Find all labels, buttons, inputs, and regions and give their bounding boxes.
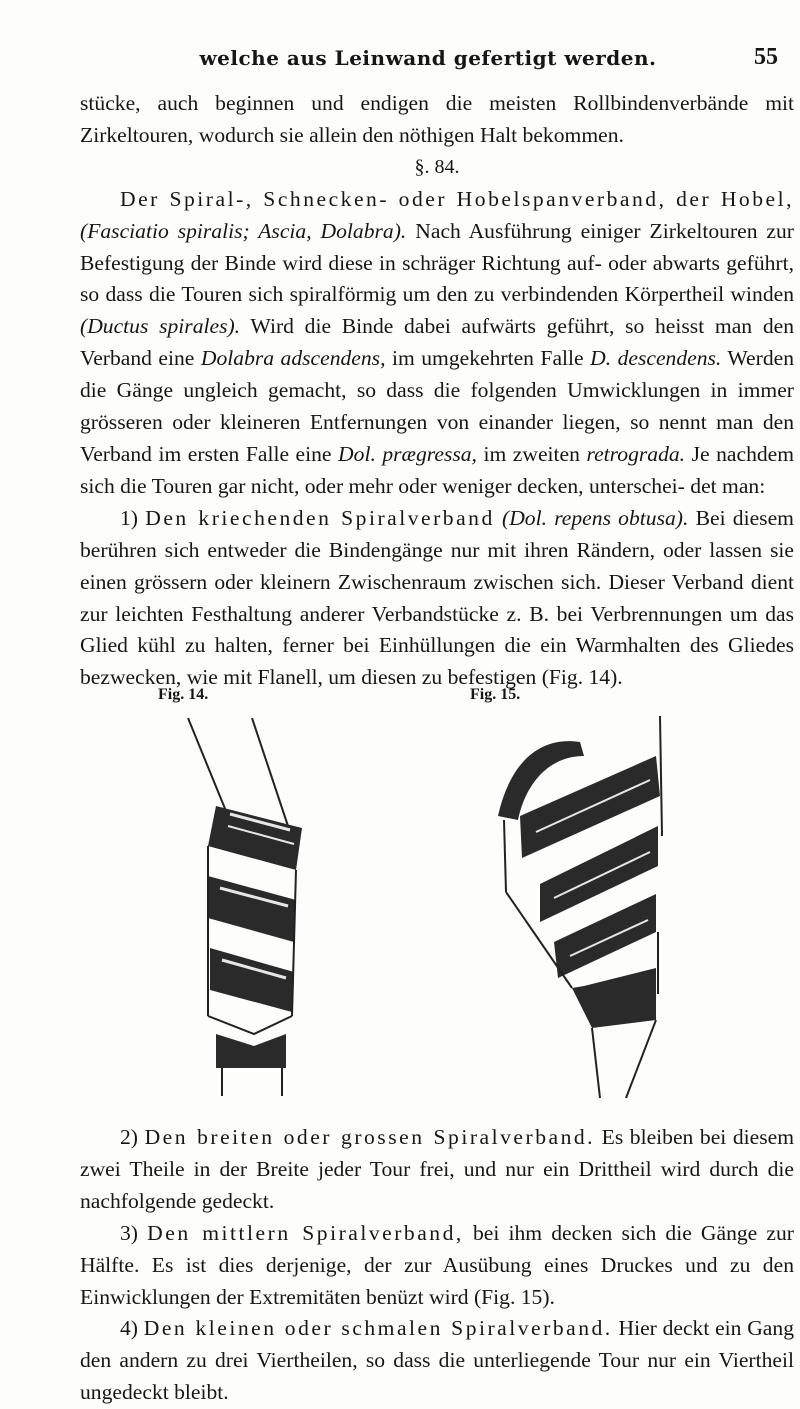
paragraph-small-spiral — [80, 1313, 794, 1409]
figure-15-label: Fig. 15. — [470, 686, 521, 703]
item-number: 3) — [120, 1220, 138, 1245]
text-span: Bei diesem berühren sich entweder die Bindengänge nur mit ihren Rändern, oder lassen sie einen grössern oder kleinern Zwischenraum zwischen sich. Dieser Verband dient zur leichten Festhaltung anderer Verbandstücke z. B. bei Verbrennungen um das Glied kühl zu halten, ferner bei Einhüllungen die ein Warmhalten des Gliedes bezwecken, wie mit Flanell, um diesen zu befestigen (Fig. 14). — [80, 505, 794, 690]
paragraph-spiral-bandage — [80, 184, 794, 503]
latin-term: retrograda. — [586, 441, 686, 466]
section-heading: §. 84. — [414, 155, 460, 178]
page-number: 55 — [754, 44, 778, 70]
figure-14-label: Fig. 14. — [158, 686, 209, 703]
text-span: Nach Ausführung einiger Zirkeltouren zur Befestigung der Binde wird diese in schräger Richtung auf- oder abwarts geführt, so dass die Touren sich spiralförmig um den zu verbindenden Körpertheil winden — [80, 218, 794, 307]
latin-term: (Dol. repens obtusa). — [502, 505, 689, 530]
figures-row — [80, 686, 794, 1106]
figure-15-limb-illustration — [480, 716, 690, 1101]
text-span: Es bleiben bei diesem zwei Theile in der Breite jeder Tour frei, und nur ein Drittheil wird durch die nachfolgende gedeckt. — [80, 1125, 794, 1213]
running-head — [80, 42, 798, 76]
text-span: Hier deckt ein Gang den andern zu drei Viertheilen, so dass die unterliegende Tour nur ein Viertheil ungedeckt bleibt. — [80, 1316, 794, 1405]
lower-text-block — [80, 1122, 794, 1409]
item-number: 1) — [120, 505, 138, 530]
text-span: im umgekehrten Falle — [391, 346, 584, 371]
paragraph-creeping-spiral — [80, 503, 794, 694]
text-span: Werden die Gänge ungleich gemacht, so dass die folgenden Umwicklungen in immer grösseren oder kleineren Entfernungen von einander liegen, so nennt man den Verband im ersten Falle eine — [80, 346, 795, 466]
item-number: 4) — [120, 1316, 138, 1341]
latin-term: (Fasciatio spiralis; Ascia, Dolabra). — [80, 218, 407, 243]
term-small-spiral: Den kleinen oder schmalen Spiralverband. — [143, 1316, 613, 1341]
item-number: 2) — [120, 1125, 138, 1149]
text-span: im zweiten — [483, 441, 580, 466]
running-title: welche aus Leinwand gefertigt werden. — [199, 46, 657, 70]
latin-term: Dol. prægressa, — [338, 441, 477, 466]
paragraph-broad-spiral — [80, 1122, 794, 1218]
paragraph-middle-spiral — [80, 1218, 794, 1314]
term-spiral-bandage: Der Spiral-, Schnecken- oder Hobelspanverband, der Hobel, — [120, 186, 794, 211]
text-span: bei ihm decken sich die Gänge zur Hälfte. Es ist dies derjenige, der zur Ausübung eines Druckes und zu den Einwicklungen der Extremitäten benüzt wird (Fig. 15). — [80, 1220, 794, 1309]
text-span: Je nachdem sich die Touren gar nicht, oder mehr oder weniger decken, unterschei- det man: — [80, 441, 795, 498]
upper-text-block — [80, 88, 794, 694]
term-creeping-spiral: Den kriechenden Spiralverband — [145, 505, 495, 530]
latin-term: (Ductus spirales). — [80, 314, 241, 339]
text-span: Wird die Binde dabei aufwärts geführt, so heisst man den Verband eine — [80, 314, 795, 371]
latin-term: Dolabra adscendens, — [200, 346, 386, 371]
term-middle-spiral: Den mittlern Spiralverband, — [147, 1220, 464, 1245]
figure-14-limb-illustration — [170, 716, 340, 1101]
paragraph-continuation: stücke, auch beginnen und endigen die meisten Rollbindenverbände mit Zirkeltouren, wodurch sie allein den nöthigen Halt bekommen. — [80, 91, 794, 147]
term-broad-spiral: Den breiten oder grossen Spiralverband. — [144, 1125, 596, 1149]
latin-term: D. descendens. — [590, 346, 722, 371]
